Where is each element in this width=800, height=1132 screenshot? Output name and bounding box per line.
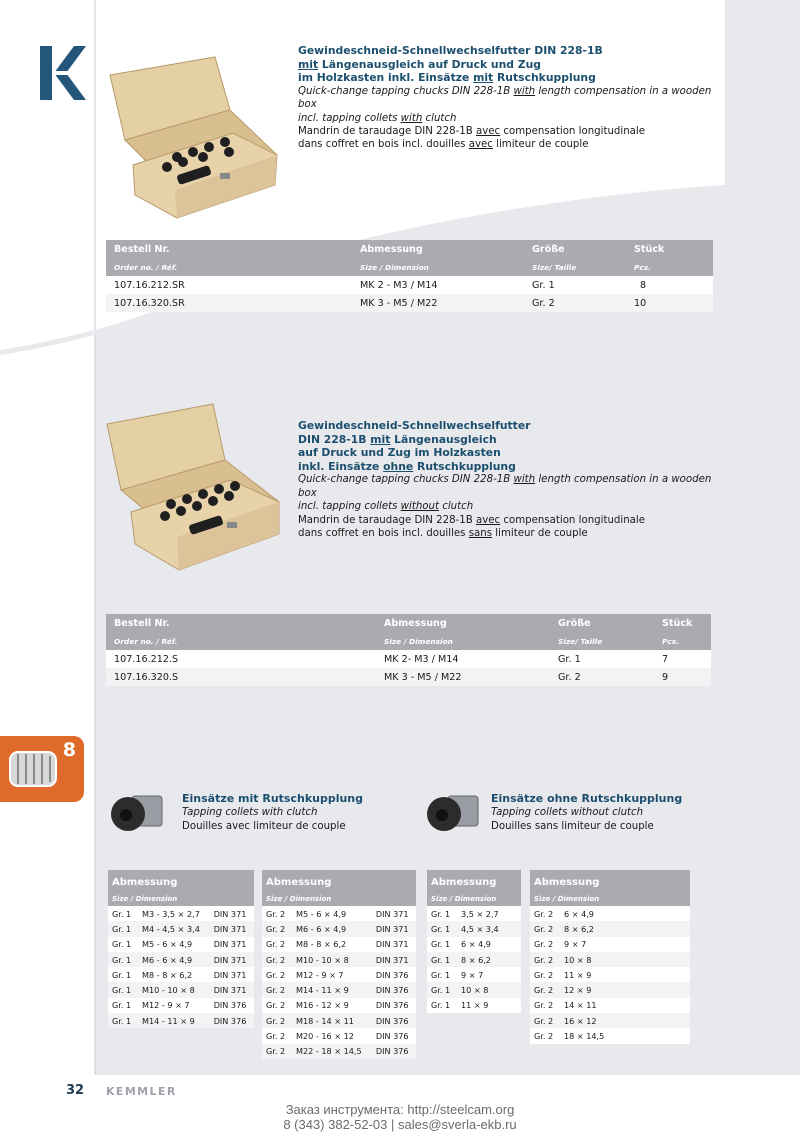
table-row: 107.16.212.SR MK 2 - M3 / M14 Gr. 1 8 xyxy=(106,276,713,294)
product2-title-en: Quick-change tapping chucks DIN 228-1B with length compensation in a wooden box incl. tapping collets without clutch xyxy=(298,474,712,513)
product1-title-en: Quick-change tapping chucks DIN 228-1B with length compensation in a wooden box incl. tapping collets with clutch xyxy=(298,85,712,124)
section-tab-8[interactable] xyxy=(0,736,84,802)
table-row: Gr. 1 11 × 9 xyxy=(427,998,521,1013)
footer-order-line: Заказ инструмента: http://steelcam.org xyxy=(285,1102,515,1117)
section-number: 8 xyxy=(62,739,76,761)
table-header-row: Bestell Nr. Abmessung Größe Stück xyxy=(106,240,713,258)
product1-order-table xyxy=(106,240,713,312)
tapping-collet-with-clutch-image xyxy=(108,792,166,834)
product2-title-fr: Mandrin de taraudage DIN 228-1B avec compensation longitudinale dans coffret en bois incl. douilles sans limiteur de couple xyxy=(298,514,645,539)
table-row: Gr. 2 9 × 7 xyxy=(530,937,690,952)
table-row: Gr. 2 M22 - 18 × 14,5 DIN 376 xyxy=(262,1044,416,1059)
table-row: Gr. 1 9 × 7 xyxy=(427,967,521,982)
kemmler-logo-icon xyxy=(40,46,86,100)
collet-icon xyxy=(6,746,60,792)
table-row: 107.16.320.S MK 3 - M5 / M22 Gr. 2 9 xyxy=(106,668,711,686)
brand-name: KEMMLER xyxy=(106,1085,177,1098)
table-row: Gr. 1 8 × 6,2 xyxy=(427,952,521,967)
product1-title-de: Gewindeschneid-Schnellwechselfutter DIN 228-1B mit Längenausgleich auf Druck und Zug im Holzkasten inkl. Einsätze mit Rutschkupplung xyxy=(298,44,603,85)
table-row: Gr. 2 M10 - 10 × 8 DIN 371 xyxy=(262,952,416,967)
table-row: Gr. 1 M10 - 10 × 8 DIN 371 xyxy=(108,982,254,997)
table-row: 107.16.320.SR MK 3 - M5 / M22 Gr. 2 10 xyxy=(106,294,713,312)
table-row: Gr. 2 6 × 4,9 xyxy=(530,906,690,921)
table-row: Gr. 2 14 × 11 xyxy=(530,998,690,1013)
collets-with-clutch-gr1-table: Abmessung Size / Dimension Gr. 1 M3 - 3,5 × 2,7 DIN 371 Gr. 1 M4 - 4,5 × 3,4 DIN 371 Gr. 1 M5 - 6 × 4,9 DIN 371 Gr. 1 M6 - 6 × 4,9 DIN 371 Gr. 1 M8 - 8 × 6,2 DIN 371 Gr. 1 M10 - 10 × 8 DIN 371 Gr. 1 M12 - 9 × 7 DIN 376 Gr. 1 M14 - 11 × 9 DIN 376 xyxy=(108,870,254,1028)
wooden-box-with-clutch-collets-image xyxy=(105,55,285,225)
table-row: Gr. 2 8 × 6,2 xyxy=(530,921,690,936)
table-row: Gr. 2 11 × 9 xyxy=(530,967,690,982)
product1-title-fr: Mandrin de taraudage DIN 228-1B avec compensation longitudinale dans coffret en bois incl. douilles avec limiteur de couple xyxy=(298,126,645,151)
product1-description xyxy=(298,44,718,152)
table-row: Gr. 1 10 × 8 xyxy=(427,982,521,997)
tapping-collet-without-clutch-image xyxy=(424,792,482,834)
footer-contact-line: 8 (343) 382-52-03 | sales@sverla-ekb.ru xyxy=(283,1117,517,1132)
wooden-box-without-clutch-collets-image xyxy=(105,402,285,574)
table-row: Gr. 2 12 × 9 xyxy=(530,982,690,997)
table-row: Gr. 2 M14 - 11 × 9 DIN 376 xyxy=(262,982,416,997)
table-row: Gr. 1 M12 - 9 × 7 DIN 376 xyxy=(108,998,254,1013)
collets-without-clutch-title: Einsätze ohne Rutschkupplung Tapping collets without clutch Douilles sans limiteur de couple xyxy=(491,792,683,832)
table-row: Gr. 1 M4 - 4,5 × 3,4 DIN 371 xyxy=(108,921,254,936)
table-row: Gr. 1 3,5 × 2,7 xyxy=(427,906,521,921)
collets-with-clutch-title: Einsätze mit Rutschkupplung Tapping collets with clutch Douilles avec limiteur de couple xyxy=(182,792,364,832)
table-header-row: Bestell Nr. Abmessung Größe Stück xyxy=(106,614,711,632)
product2-title-de: Gewindeschneid-Schnellwechselfutter DIN 228-1B mit Längenausgleich auf Druck und Zug im Holzkasten inkl. Einsätze ohne Rutschkupplung xyxy=(298,419,531,473)
table-row: Gr. 2 M6 - 6 × 4,9 DIN 371 xyxy=(262,921,416,936)
table-row: Gr. 1 M14 - 11 × 9 DIN 376 xyxy=(108,1013,254,1028)
product2-order-table xyxy=(106,614,711,686)
table-row: Gr. 1 M8 - 8 × 6,2 DIN 371 xyxy=(108,967,254,982)
table-row: Gr. 2 M5 - 6 × 4,9 DIN 371 xyxy=(262,906,416,921)
table-row: Gr. 2 M20 - 16 × 12 DIN 376 xyxy=(262,1028,416,1043)
collets-without-clutch-gr2-table: Abmessung Size / Dimension Gr. 2 6 × 4,9 Gr. 2 8 × 6,2 Gr. 2 9 × 7 Gr. 2 10 × 8 Gr. 2 11 × 9 Gr. 2 12 × 9 Gr. 2 14 × 11 Gr. 2 16 × 12 Gr. 2 18 × 14,5 xyxy=(530,870,690,1044)
table-subheader-row: Order no. / Réf. Size / Dimension Size/ Taille Pcs. xyxy=(106,632,711,650)
table-row: Gr. 1 4,5 × 3,4 xyxy=(427,921,521,936)
table-row: Gr. 2 16 × 12 xyxy=(530,1013,690,1028)
table-row: Gr. 2 10 × 8 xyxy=(530,952,690,967)
collets-without-clutch-gr1-table: Abmessung Size / Dimension Gr. 1 3,5 × 2,7 Gr. 1 4,5 × 3,4 Gr. 1 6 × 4,9 Gr. 1 8 × 6,2 Gr. 1 9 × 7 Gr. 1 10 × 8 Gr. 1 11 × 9 xyxy=(427,870,521,1013)
table-row: Gr. 1 M3 - 3,5 × 2,7 DIN 371 xyxy=(108,906,254,921)
table-row: Gr. 2 M12 - 9 × 7 DIN 376 xyxy=(262,967,416,982)
table-row: Gr. 1 6 × 4,9 xyxy=(427,937,521,952)
table-row: 107.16.212.S MK 2- M3 / M14 Gr. 1 7 xyxy=(106,650,711,668)
table-row: Gr. 2 18 × 14,5 xyxy=(530,1028,690,1043)
table-row: Gr. 1 M5 - 6 × 4,9 DIN 371 xyxy=(108,937,254,952)
table-row: Gr. 2 M16 - 12 × 9 DIN 376 xyxy=(262,998,416,1013)
table-row: Gr. 1 M6 - 6 × 4,9 DIN 371 xyxy=(108,952,254,967)
page-number: 32 xyxy=(66,1083,85,1098)
product2-description xyxy=(298,419,718,540)
table-row: Gr. 2 M8 - 8 × 6,2 DIN 371 xyxy=(262,937,416,952)
collets-with-clutch-gr2-table: Abmessung Size / Dimension Gr. 2 M5 - 6 × 4,9 DIN 371 Gr. 2 M6 - 6 × 4,9 DIN 371 Gr. 2 M8 - 8 × 6,2 DIN 371 Gr. 2 M10 - 10 × 8 DIN 371 Gr. 2 M12 - 9 × 7 DIN 376 Gr. 2 M14 - 11 × 9 DIN 376 Gr. 2 M16 - 12 × 9 DIN 376 Gr. 2 M18 - 14 × 11 DIN 376 Gr. 2 M20 - 16 × 12 DIN 376 Gr. 2 M22 - 18 × 14,5 DIN 376 xyxy=(262,870,416,1059)
table-subheader-row: Order no. / Réf. Size / Dimension Size/ Taille Pcs. xyxy=(106,258,713,276)
table-row: Gr. 2 M18 - 14 × 11 DIN 376 xyxy=(262,1013,416,1028)
